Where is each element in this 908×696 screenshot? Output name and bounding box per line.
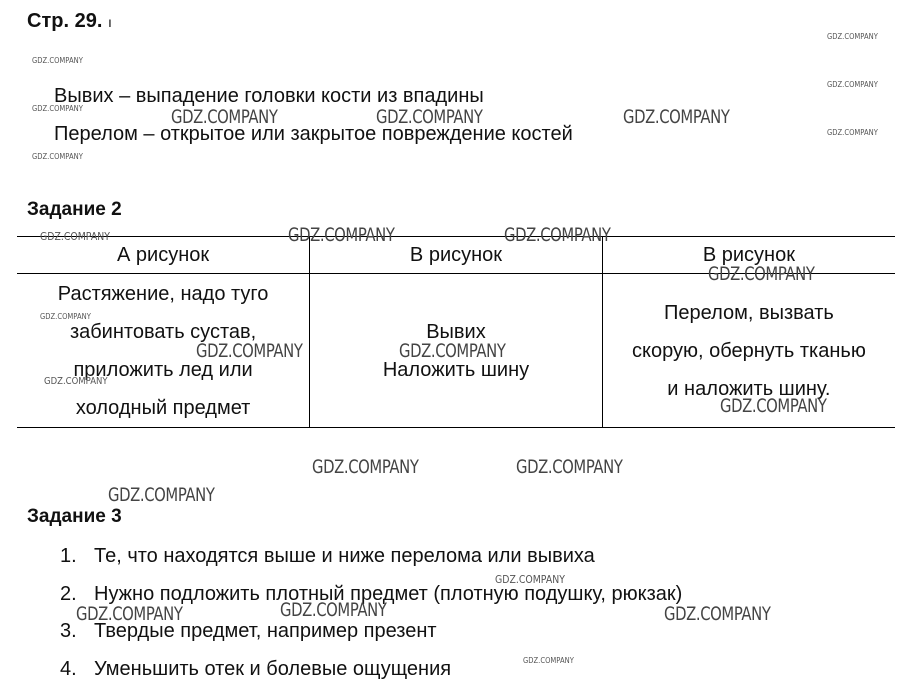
watermark: GDZ.COMPANY [399,340,506,362]
watermark: GDZ.COMPANY [44,376,108,387]
page-title [27,10,112,33]
cell-line: и наложить шину. [667,377,831,400]
watermark: GDZ.COMPANY [40,230,110,243]
definition-dislocation: Вывих – выпадение головки кости из впадины [54,85,484,107]
watermark: GDZ.COMPANY [827,80,878,89]
item-number: 2. [60,582,77,605]
watermark: GDZ.COMPANY [32,104,83,113]
cell-line: Растяжение, надо туго [57,282,269,305]
watermark: GDZ.COMPANY [720,395,827,417]
watermark: GDZ.COMPANY [376,106,483,128]
watermark: GDZ.COMPANY [516,456,623,478]
watermark: GDZ.COMPANY [827,128,878,137]
cell-line: Наложить шину [382,358,530,381]
cell-line: холодный предмет [75,396,251,419]
header-cell-b: В рисунок [310,237,603,274]
cell-line: забинтовать сустав, [69,320,257,343]
page-title-text: Стр. 29. [27,10,103,32]
watermark: GDZ.COMPANY [32,56,83,65]
watermark: GDZ.COMPANY [623,106,730,128]
item-number: 1. [60,545,77,567]
list-item [60,542,682,580]
item-number: 3. [60,620,77,643]
cell-line: Перелом, вызвать [664,301,834,324]
item-text: Нужно подложить плотный предмет (плотную подушку, рюкзак) [94,582,683,605]
header-cell-a: А рисунок [17,237,310,274]
watermark: GDZ.COMPANY [108,484,215,506]
item-text: Те, что находятся выше и ниже перелома или вывиха [94,545,595,567]
item-text: Уменьшить отек и болевые ощущения [94,657,452,680]
task2-heading: Задание 2 [27,199,122,220]
task3-heading: Задание 3 [27,506,122,527]
item-number: 4. [60,657,77,680]
header-cell-c: В рисунок [602,237,895,274]
watermark: GDZ.COMPANY [504,224,611,246]
watermark: GDZ.COMPANY [280,599,387,621]
watermark: GDZ.COMPANY [523,656,574,665]
watermark: GDZ.COMPANY [708,263,815,285]
item-text: Твердые предмет, например презент [94,620,437,643]
cell-line: Вывих [426,320,486,343]
watermark: GDZ.COMPANY [312,456,419,478]
watermark: GDZ.COMPANY [171,106,278,128]
watermark: GDZ.COMPANY [32,152,83,161]
cell-line: скорую, обернуть тканью [631,339,866,362]
watermark: GDZ.COMPANY [196,340,303,362]
list-item [60,655,682,693]
watermark: GDZ.COMPANY [40,312,91,321]
cell-line: приложить лед или [73,358,253,381]
definition-fracture: Перелом – открытое или закрытое повреждение костей [54,123,573,145]
watermark: GDZ.COMPANY [288,224,395,246]
title-tick: ı [107,14,112,30]
watermark: GDZ.COMPANY [664,603,771,625]
watermark: GDZ.COMPANY [495,573,565,586]
watermark: GDZ.COMPANY [827,32,878,41]
watermark: GDZ.COMPANY [76,603,183,625]
